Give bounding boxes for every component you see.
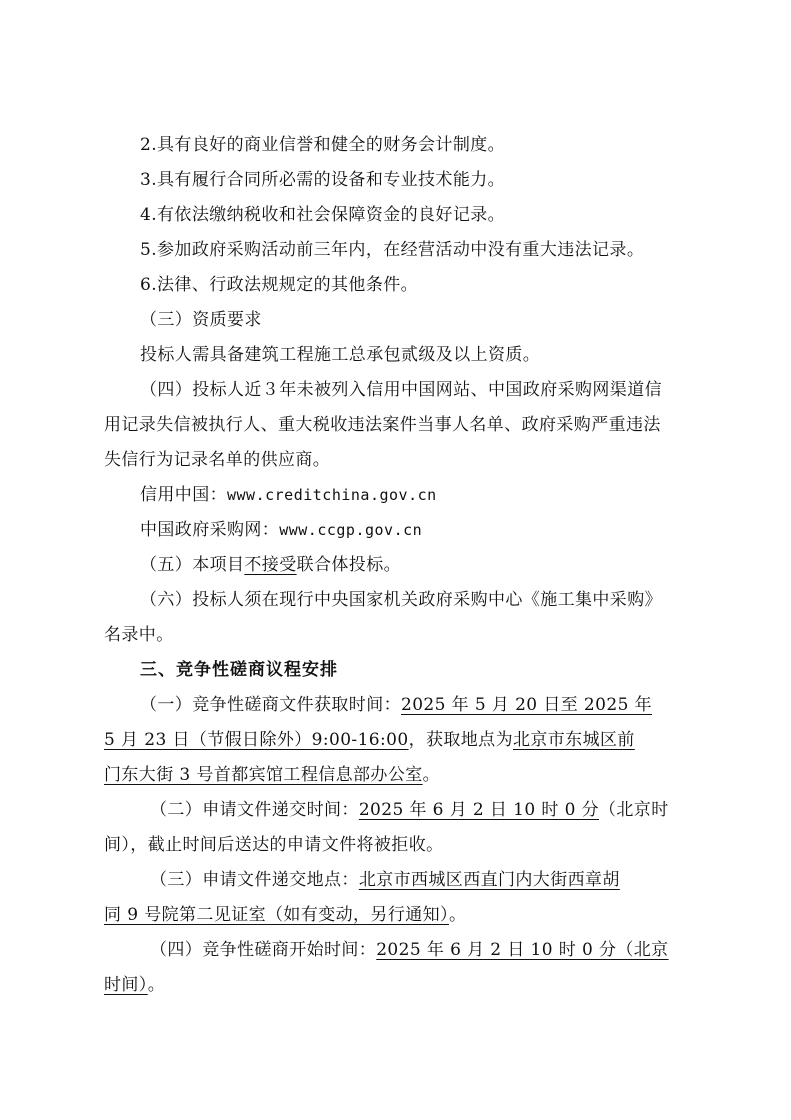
agenda-item-4-time-part2: 时间） xyxy=(104,975,148,995)
directory-line: 名录中。 xyxy=(104,625,174,645)
agenda-item-1-line1 xyxy=(140,693,652,717)
ccgp-url: www.ccgp.gov.cn xyxy=(279,521,423,539)
requirement-item: 4.有依法缴纳税收和社会保障资金的良好记录。 xyxy=(140,205,506,225)
credit-china-label: 信用中国： xyxy=(140,485,227,505)
agenda-item-3-prefix: （三）申请文件递交地点： xyxy=(150,870,359,890)
credit-paragraph-line: 用记录失信被执行人、重大税收违法案件当事人名单、政府采购严重违法 xyxy=(104,415,661,435)
ccgp-line xyxy=(140,518,422,542)
agenda-item-3-line1 xyxy=(150,868,620,892)
credit-china-line xyxy=(140,483,437,507)
agenda-item-2-time: 2025 年 6 月 2 日 10 时 0 分 xyxy=(358,800,599,820)
qualification-text: 投标人需具备建筑工程施工总承包贰级及以上资质。 xyxy=(140,345,541,365)
agenda-item-4-end: 。 xyxy=(147,975,166,995)
credit-paragraph-line: （四）投标人近３年未被列入信用中国网站、中国政府采购网渠道信 xyxy=(140,380,662,400)
requirement-item: 6.法律、行政法规规定的其他条件。 xyxy=(140,275,419,295)
consortium-suffix: 联合体投标。 xyxy=(296,555,402,575)
agenda-item-1-line2 xyxy=(104,728,635,752)
agenda-item-2-line1 xyxy=(150,798,669,822)
requirement-item: 2.具有良好的商业信誉和健全的财务会计制度。 xyxy=(140,135,506,155)
consortium-prefix: （五）本项目 xyxy=(140,555,245,575)
agenda-item-3-line2 xyxy=(104,903,466,927)
ccgp-label: 中国政府采购网： xyxy=(140,520,280,540)
agenda-item-3-end: 。 xyxy=(448,905,467,925)
agenda-item-4-line2 xyxy=(104,973,165,997)
consortium-line xyxy=(140,553,401,577)
agenda-item-2-line2: 间），截止时间后送达的申请文件将被拒收。 xyxy=(104,835,444,855)
credit-china-url: www.creditchina.gov.cn xyxy=(227,486,437,504)
agenda-item-1-end: 。 xyxy=(422,765,441,785)
agenda-item-4-line1 xyxy=(150,938,669,962)
agenda-item-4-time-part1: 2025 年 6 月 2 日 10 时 0 分（北京 xyxy=(376,940,669,960)
agenda-item-1-location-part1: 北京市东城区前 xyxy=(512,730,635,750)
agenda-item-3-location-part2: 同 9 号院第二见证室（如有变动，另行通知） xyxy=(104,905,449,925)
agenda-item-1-time-part1: 2025 年 5 月 20 日至 2025 年 xyxy=(401,695,653,715)
section-heading: 三、竞争性磋商议程安排 xyxy=(140,660,338,680)
agenda-item-2-prefix: （二）申请文件递交时间： xyxy=(150,800,359,820)
credit-paragraph-line: 失信行为记录名单的供应商。 xyxy=(104,450,331,470)
directory-line: （六）投标人须在现行中央国家机关政府采购中心《施工集中采购》 xyxy=(140,590,662,610)
requirement-item: 3.具有履行合同所必需的设备和专业技术能力。 xyxy=(140,170,506,190)
agenda-item-1-location-part2: 门东大街 3 号首都宾馆工程信息部办公室 xyxy=(104,765,423,785)
agenda-item-1-prefix: （一）竞争性磋商文件获取时间： xyxy=(140,695,401,715)
agenda-item-1-line3 xyxy=(104,763,440,787)
qualification-heading: （三）资质要求 xyxy=(140,310,262,330)
consortium-underlined: 不接受 xyxy=(244,555,297,575)
agenda-item-2-suffix: （北京时 xyxy=(599,800,669,820)
agenda-item-1-time-part2: 5 月 23 日（节假日除外）9:00-16:00 xyxy=(104,730,409,750)
requirement-item: 5.参加政府采购活动前三年内，在经营活动中没有重大违法记录。 xyxy=(140,240,645,260)
agenda-item-3-location-part1: 北京市西城区西直门内大街西章胡 xyxy=(358,870,620,890)
agenda-item-1-mid: ，获取地点为 xyxy=(408,730,513,750)
agenda-item-4-prefix: （四）竞争性磋商开始时间： xyxy=(150,940,377,960)
